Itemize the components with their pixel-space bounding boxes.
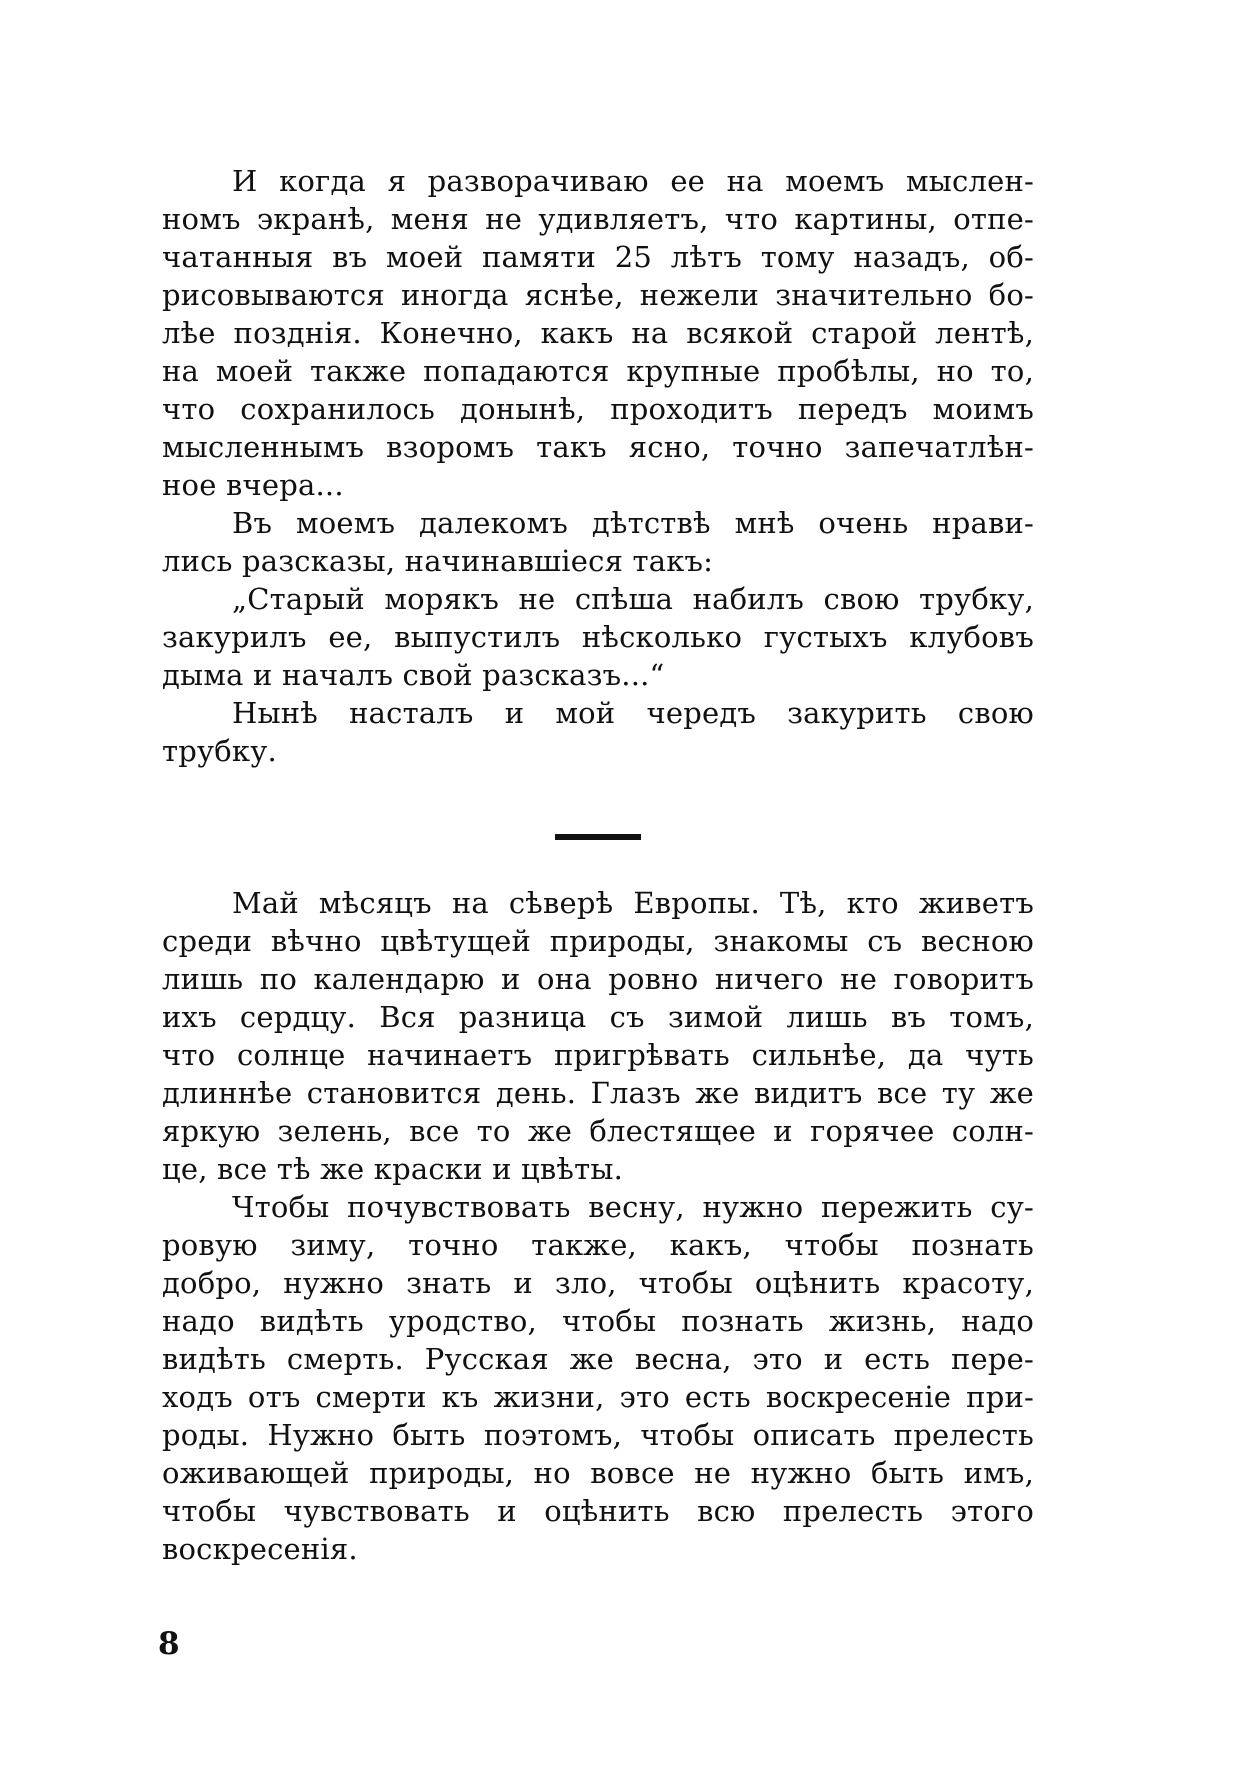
text-line: И когда я разворачиваю ее на моемъ мыслен- [232, 164, 1034, 198]
text-line: ихъ сердцу. Вся разница съ зимой лишь въ томъ, [162, 1000, 1034, 1034]
text-line: Май мѣсяцъ на сѣверѣ Европы. Тѣ, кто живетъ [232, 886, 1034, 920]
text-line: воскресенія. [162, 1532, 358, 1566]
section-2-text [162, 884, 1034, 1568]
text-line: лѣе позднія. Конечно, какъ на всякой старой лентѣ, [162, 316, 1034, 350]
text-line: добро, нужно знать и зло, чтобы оцѣнить красоту, [162, 1266, 1034, 1300]
text-line: номъ экранѣ, меня не удивляетъ, что картины, отпе- [162, 202, 1034, 236]
text-line: закурилъ ее, выпустилъ нѣсколько густыхъ клубовъ [162, 620, 1034, 654]
text-line: Нынѣ насталъ и мой чередъ закурить свою [232, 696, 1034, 730]
text-line: на моей также попадаются крупные пробѣлы, но то, [162, 354, 1034, 388]
text-line: „Старый морякъ не спѣша набилъ свою трубку, [232, 582, 1034, 616]
text-line: дыма и началъ свой разсказъ...“ [162, 658, 665, 692]
text-line: ное вчера... [162, 468, 344, 502]
section-divider [555, 834, 641, 840]
text-line: роды. Нужно быть поэтомъ, чтобы описать прелесть [162, 1418, 1034, 1452]
text-line: мысленнымъ взоромъ такъ ясно, точно запечатлѣн- [162, 430, 1034, 464]
text-line: Чтобы почувствовать весну, нужно пережить су- [232, 1190, 1034, 1224]
text-line: что солнце начинаетъ пригрѣвать сильнѣе, да чуть [162, 1038, 1034, 1072]
text-line: видѣть смерть. Русская же весна, это и есть пере- [162, 1342, 1034, 1376]
text-line: рисовываются иногда яснѣе, нежели значительно бо- [162, 278, 1034, 312]
page-number: 8 [158, 1626, 180, 1662]
text-line: Въ моемъ далекомъ дѣтствѣ мнѣ очень нрави- [232, 506, 1034, 540]
text-line: длиннѣе становится день. Глазъ же видитъ все ту же [162, 1076, 1034, 1110]
text-line: чатанныя въ моей памяти 25 лѣтъ тому назадъ, об- [162, 240, 1034, 274]
text-line: яркую зелень, все то же блестящее и горячее солн- [162, 1114, 1034, 1148]
text-line: что сохранилось донынѣ, проходитъ передъ моимъ [162, 392, 1034, 426]
text-line: чтобы чувствовать и оцѣнить всю прелесть этого [162, 1494, 1034, 1528]
text-line: лишь по календарю и она ровно ничего не говоритъ [162, 962, 1034, 996]
text-line: надо видѣть уродство, чтобы познать жизнь, надо [162, 1304, 1034, 1338]
text-line: це, все тѣ же краски и цвѣты. [162, 1152, 624, 1186]
text-line: оживающей природы, но вовсе не нужно быть имъ, [162, 1456, 1034, 1490]
text-line: лись разсказы, начинавшіеся такъ: [162, 544, 714, 578]
text-line: ровую зиму, точно также, какъ, чтобы познать [162, 1228, 1034, 1262]
text-line: среди вѣчно цвѣтущей природы, знакомы съ весною [162, 924, 1034, 958]
text-line: трубку. [162, 734, 277, 768]
text-line: ходъ отъ смерти къ жизни, это есть воскресеніе при- [162, 1380, 1034, 1414]
section-1-text [162, 162, 1034, 770]
